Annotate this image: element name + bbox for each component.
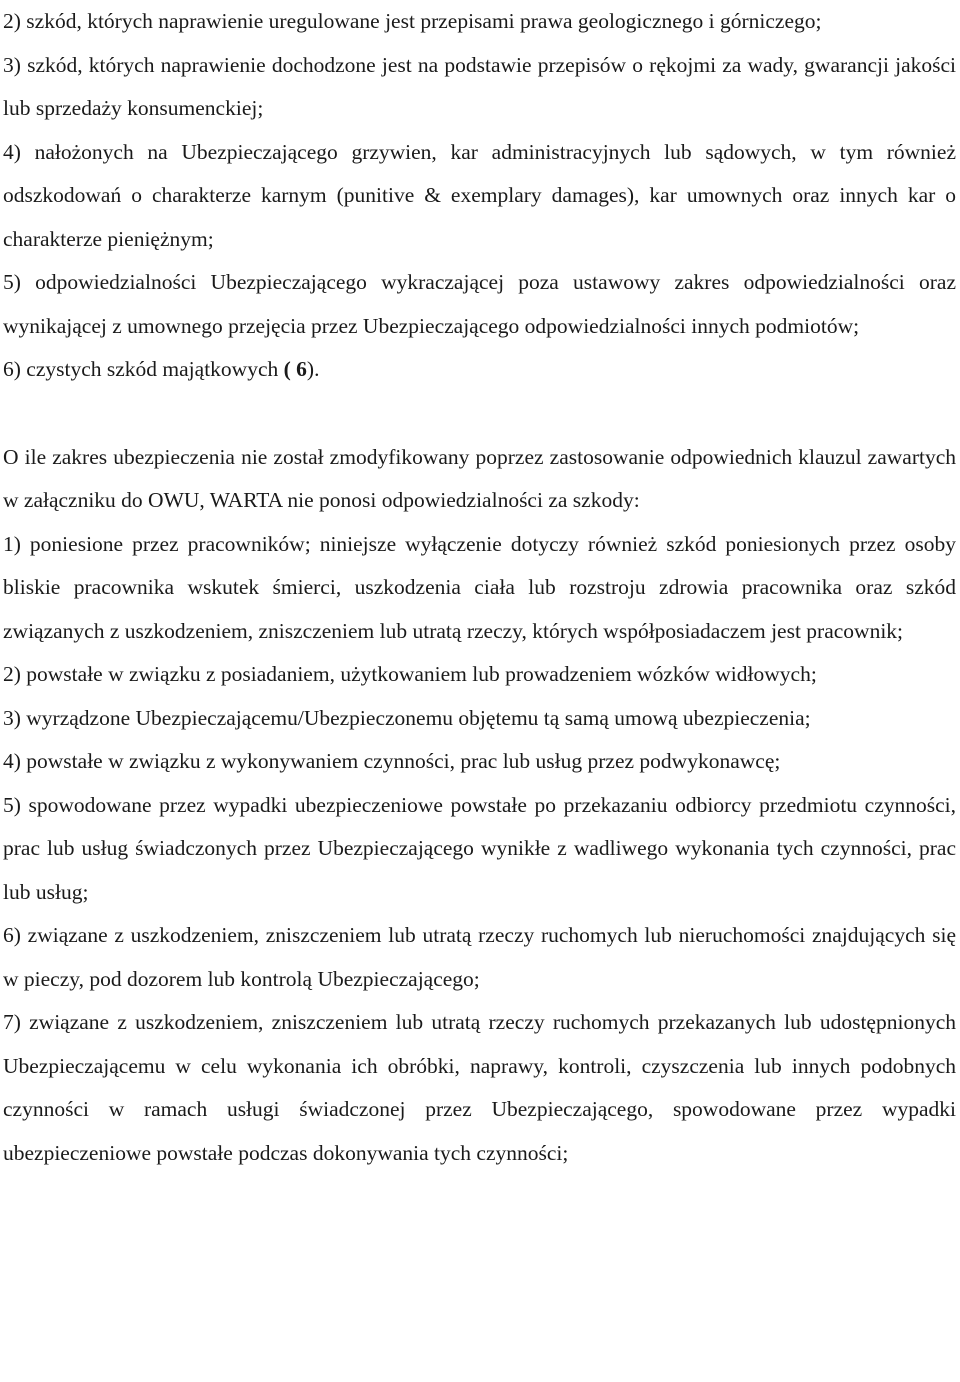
exclusion-item-6 [3, 348, 956, 392]
liability-item-7: 7) związane z uszkodzeniem, zniszczeniem lub utratą rzeczy ruchomych przekazanych lub udostępnionych Ubezpieczającemu w celu wykonania ich obróbki, naprawy, kontroli, czyszczenia lub innych podobnych czynności w ramach usługi świadczonej przez Ubezpieczającego, spowodowane przez wypadki ubezpieczeniowe powstałe podczas dokonywania tych czynności; [3, 1010, 956, 1165]
exclusion-item-6-end: ). [306, 357, 320, 381]
paragraph-gap [3, 392, 956, 436]
exclusion-item-4: 4) nałożonych na Ubezpieczającego grzywien, kar administracyjnych lub sądowych, w tym również odszkodowań o charakterze karnym (punitive & exemplary damages), kar umownych oraz innych kar o charakterze pieniężnym; [3, 139, 956, 251]
liability-item-4: 4) powstałe w związku z wykonywaniem czynności, prac lub usług przez podwykonawcę; [3, 749, 781, 773]
exclusion-item-2: 2) szkód, których naprawienie uregulowane jest przepisami prawa geologicznego i górniczego; [3, 9, 822, 33]
exclusion-item-5: 5) odpowiedzialności Ubezpieczającego wykraczającej poza ustawowy zakres odpowiedzialności oraz wynikającej z umownego przejęcia przez Ubezpieczającego odpowiedzialności innych podmiotów; [3, 270, 956, 338]
intro-paragraph: O ile zakres ubezpieczenia nie został zmodyfikowany poprzez zastosowanie odpowiednich klauzul zawartych w załączniku do OWU, WARTA nie ponosi odpowiedzialności za szkody: [3, 444, 956, 512]
exclusion-item-3: 3) szkód, których naprawienie dochodzone jest na podstawie przepisów o rękojmi za wady, gwarancji jakości lub sprzedaży konsumenckiej; [3, 52, 956, 120]
section-reference: ( 6 [283, 357, 307, 381]
document-page [3, 0, 956, 1175]
liability-item-1: 1) poniesione przez pracowników; niniejsze wyłączenie dotyczy również szkód poniesionych przez osoby bliskie pracownika wskutek śmierci, uszkodzenia ciała lub rozstroju zdrowia pracownika oraz szkód związanych z uszkodzeniem, zniszczeniem lub utratą rzeczy, których współposiadaczem jest pracownik; [3, 531, 956, 643]
liability-item-3: 3) wyrządzone Ubezpieczającemu/Ubezpieczonemu objętemu tą samą umową ubezpieczenia; [3, 705, 811, 730]
liability-item-6: 6) związane z uszkodzeniem, zniszczeniem lub utratą rzeczy ruchomych lub nieruchomości znajdujących się w pieczy, pod dozorem lub kontrolą Ubezpieczającego; [3, 923, 956, 991]
liability-item-2: 2) powstałe w związku z posiadaniem, użytkowaniem lub prowadzeniem wózków widłowych; [3, 662, 817, 686]
liability-item-5: 5) spowodowane przez wypadki ubezpieczeniowe powstałe po przekazaniu odbiorcy przedmiotu czynności, prac lub usług świadczonych przez Ubezpieczającego wynikłe z wadliwego wykonania tych czynności, prac lub usług; [3, 792, 956, 904]
exclusion-item-6-text: 6) czystych szkód majątkowych [3, 357, 284, 381]
